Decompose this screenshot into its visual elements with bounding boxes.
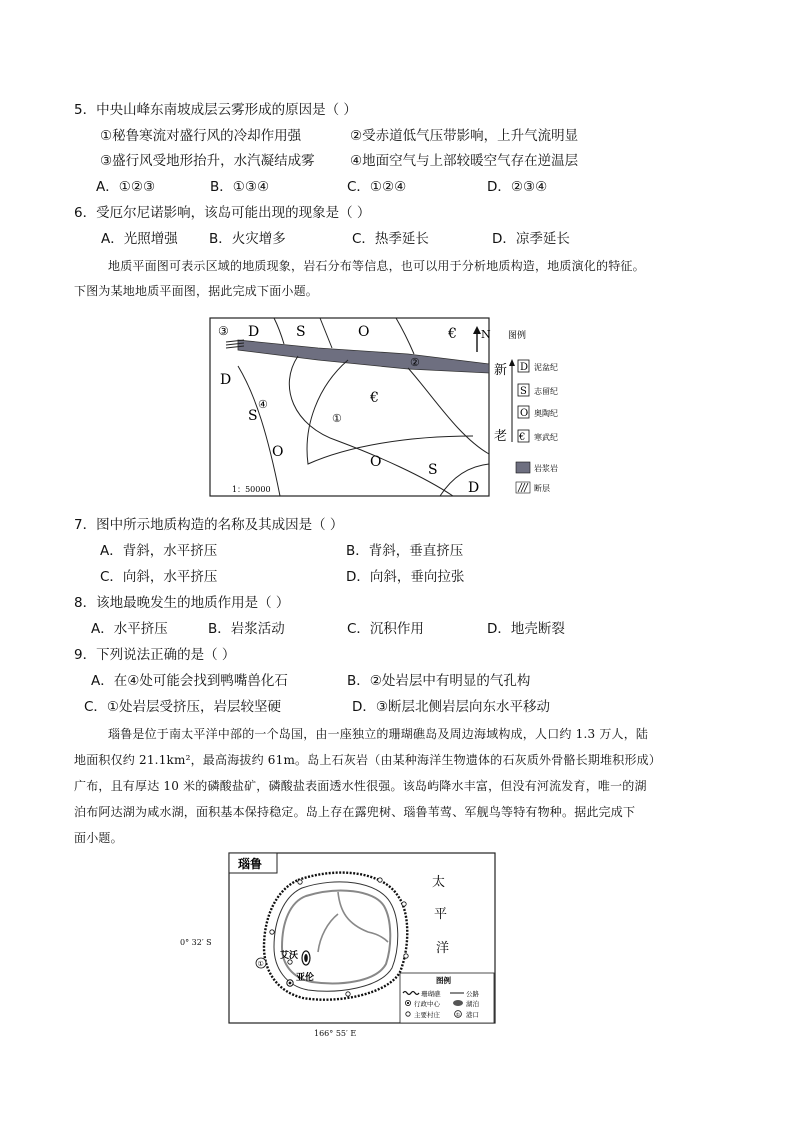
label-s-south: S	[428, 462, 438, 478]
legend-village: 主要村庄	[414, 1011, 440, 1019]
legend-port: 港口	[466, 1011, 479, 1019]
label-d-west: D	[220, 372, 232, 388]
q8-stem: 8．该地最晚发生的地质作用是（ ）	[74, 595, 290, 611]
village-marker	[298, 880, 302, 884]
intro2-line-1: 瑙鲁是位于南太平洋中部的一个岛国，由一座独立的珊瑚礁岛及周边海域构成，人口约 1.3 万人，陆	[108, 727, 649, 741]
legend-road: 公路	[466, 990, 479, 998]
label-e-north: €	[448, 326, 457, 342]
label-3: ③	[218, 324, 229, 338]
q5-option-b: B．①③④	[210, 179, 270, 195]
q9-option-c: C．①处岩层受挤压，岩层较坚硬	[84, 699, 282, 715]
q5-option-d: D．②③④	[487, 179, 548, 195]
legend-ordovician: 奥陶纪	[534, 409, 558, 418]
village-marker	[270, 930, 274, 934]
nauru-title: 瑙鲁	[238, 857, 263, 871]
latitude-label: 0° 32′ S	[180, 938, 212, 947]
port-symbol: ①	[257, 960, 264, 968]
q8-option-d: D．地壳断裂	[487, 621, 565, 637]
geologic-map	[208, 316, 588, 500]
q5-statement-4: ④地面空气与上部较暖空气存在逆温层	[350, 153, 579, 169]
q5-statement-1: ①秘鲁寒流对盛行风的冷却作用强	[100, 128, 302, 144]
q5-statement-3: ③盛行风受地形抬升，水汽凝结成雾	[100, 153, 315, 169]
north-label: N	[481, 328, 491, 341]
q7-option-d: D．向斜，垂向拉张	[346, 569, 465, 585]
boundary-north-s	[320, 318, 332, 348]
q7-option-b: B．背斜，垂直挤压	[346, 543, 464, 559]
place-yaren: 亚伦	[296, 973, 315, 983]
q7-stem: 7．图中所示地质构造的名称及其成因是（ ）	[74, 517, 344, 533]
q6-option-b: B．火灾增多	[209, 231, 286, 247]
q7-option-c: C．向斜，水平挤压	[100, 569, 218, 585]
legend-lake-icon	[453, 1000, 463, 1006]
intro2-line-2: 地面积仅约 21.1km²，最高海拔约 61m。岛上石灰岩（由某种海洋生物遗体的石灰质外骨骼长期堆积形成）	[74, 753, 662, 767]
q7-option-a: A．背斜，水平挤压	[100, 543, 218, 559]
label-d-southeast: D	[468, 480, 480, 496]
longitude-label: 166° 55′ E	[314, 1029, 357, 1038]
legend-village-icon	[406, 1012, 410, 1016]
legend-magma-swatch	[516, 462, 530, 473]
q5-option-a: A．①②③	[96, 179, 156, 195]
intro1-line-2: 下图为某地地质平面图，据此完成下面小题。	[74, 284, 319, 298]
q6-option-a: A．光照增强	[101, 231, 178, 247]
boundary-east	[408, 368, 489, 454]
map-scale: 1：50000	[232, 485, 271, 494]
boundary-southeast	[440, 464, 489, 496]
label-o-north: O	[358, 324, 370, 340]
legend-s-symbol: S	[520, 386, 527, 397]
legend-reef: 珊瑚礁	[421, 990, 441, 998]
legend-devonian: 泥盆纪	[534, 363, 558, 372]
legend-title: 图例	[508, 331, 527, 341]
q9-option-a: A．在④处可能会找到鸭嘴兽化石	[91, 673, 288, 689]
q9-option-d: D．③断层北侧岩层向东水平移动	[352, 699, 550, 715]
label-s-north: S	[296, 324, 306, 340]
village-marker	[378, 878, 382, 882]
legend-silurian: 志留纪	[534, 387, 558, 396]
nauru-legend-title: 图例	[436, 976, 451, 985]
legend-port-symbol: ①	[455, 1012, 461, 1019]
north-arrowhead-icon	[473, 326, 481, 334]
q9-stem: 9．下列说法正确的是（ ）	[74, 647, 236, 663]
ocean-char-3: 洋	[436, 941, 450, 956]
intro1-line-1: 地质平面图可表示区域的地质现象，岩石分布等信息，也可以用于分析地质构造，地质演化的特征。	[108, 259, 645, 273]
legend-magma: 岩浆岩	[534, 464, 558, 473]
q5-stem: 5．中央山峰东南坡成层云雾形成的原因是（ ）	[74, 102, 357, 118]
legend-old: 老	[494, 429, 508, 444]
admin-center-dot	[289, 982, 292, 985]
village-marker	[346, 992, 350, 996]
nauru-map	[228, 852, 496, 1024]
legend-new: 新	[494, 363, 508, 378]
q8-option-c: C．沉积作用	[347, 621, 424, 637]
boundary-d-s-west	[238, 366, 280, 496]
q5-option-c: C．①②④	[347, 179, 407, 195]
label-o-west: O	[272, 444, 284, 460]
lake-inner-mark	[304, 954, 308, 962]
q9-option-b: B．②处岩层中有明显的气孔构	[347, 673, 531, 689]
intro2-line-3: 广布，且有厚达 10 米的磷酸盐矿，磷酸盐表面透水性很强。该岛屿降水丰富，但没有河流发育，唯一的湖	[74, 779, 647, 793]
boundary-north-d	[274, 318, 284, 344]
label-e-center: €	[370, 390, 379, 406]
label-d-north: D	[248, 324, 260, 340]
place-aiwo: 艾沃	[280, 951, 299, 961]
legend-o-symbol: O	[520, 408, 529, 419]
intro2-line-4: 泊布阿达湖为咸水湖，面积基本保持稳定。岛上存在露兜树、瑙鲁苇莺、军舰鸟等特有物种。据此完成下	[74, 805, 636, 819]
ocean-char-2: 平	[434, 907, 448, 922]
boundary-north-o	[396, 318, 414, 354]
q5-statement-2: ②受赤道低气压带影响，上升气流明显	[350, 128, 579, 144]
label-1: ①	[332, 412, 342, 425]
magma-intrusion	[238, 340, 489, 373]
legend-d-symbol: D	[520, 362, 529, 373]
legend-fault: 断层	[534, 484, 550, 493]
legend-e-symbol: €	[519, 432, 526, 443]
legend-age-arrowhead-icon	[509, 359, 515, 366]
legend-admin: 行政中心	[414, 1000, 440, 1008]
label-s-west: S	[248, 408, 258, 424]
label-o-south: O	[370, 454, 382, 470]
ocean-char-1: 太	[432, 875, 446, 890]
village-marker	[402, 902, 406, 906]
label-2: ②	[410, 356, 420, 369]
legend-fault-icon	[518, 483, 528, 492]
label-4: ④	[258, 398, 268, 411]
village-marker	[404, 954, 408, 958]
q8-option-a: A．水平挤压	[91, 621, 168, 637]
q6-option-c: C．热季延长	[352, 231, 429, 247]
legend-cambrian: 寒武纪	[534, 433, 558, 442]
q6-stem: 6．受厄尔尼诺影响，该岛可能出现的现象是（ ）	[74, 205, 371, 221]
q8-option-b: B．岩浆活动	[208, 621, 285, 637]
legend-lake: 湖泊	[466, 1000, 479, 1008]
intro2-line-5: 面小题。	[74, 831, 123, 845]
q6-option-d: D．凉季延长	[492, 231, 570, 247]
legend-admin-dot	[407, 1002, 409, 1004]
